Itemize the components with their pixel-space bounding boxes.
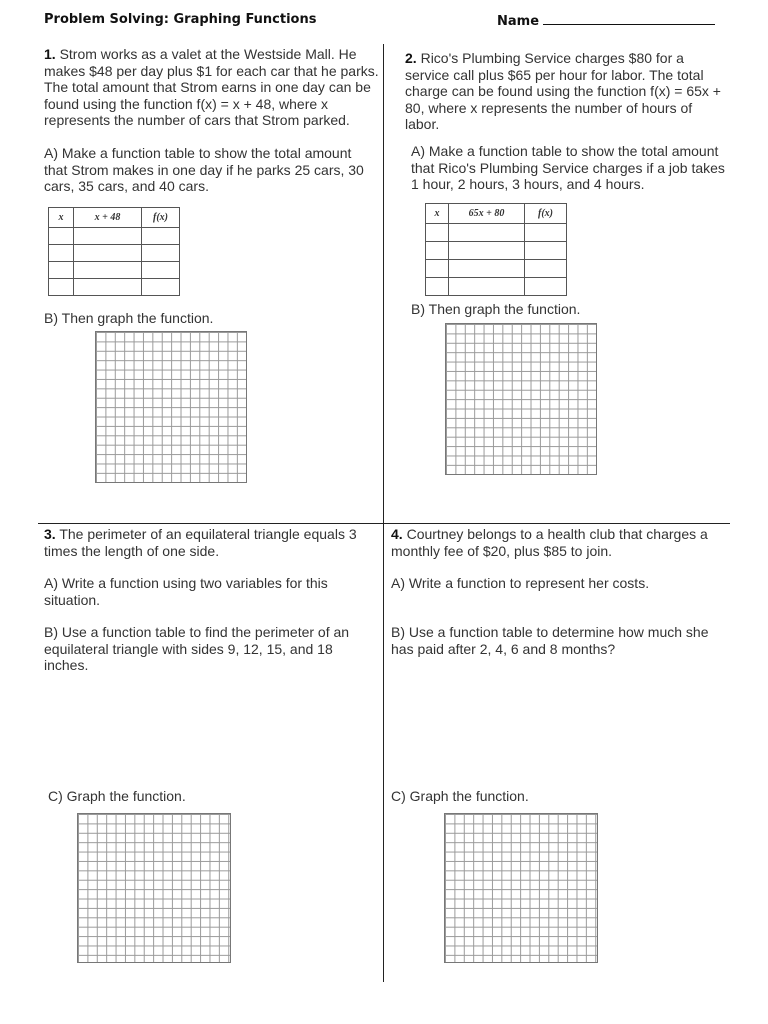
problem-4-part-a: A) Write a function to represent her costs. (391, 575, 650, 591)
problem-3-intro-text: The perimeter of an equilateral triangle equals 3 times the length of one side. (44, 526, 357, 559)
problem-3-part-c: C) Graph the function. (48, 788, 186, 804)
problem-2-function-table[interactable] (425, 203, 567, 296)
problem-3-part-b: B) Use a function table to find the perimeter of an equilateral triangle with sides 9, 12, 15, and 18 inches. (44, 624, 350, 673)
table-cell[interactable] (449, 242, 525, 260)
table-cell[interactable] (525, 242, 567, 260)
table-row[interactable] (426, 242, 567, 260)
name-label: Name (497, 14, 540, 29)
table-row[interactable] (49, 279, 180, 296)
problem-1-intro-text: Strom works as a valet at the Westside Mall. He makes $48 per day plus $1 for each car that he parks. The total amount that Strom earns in one day can be found using the function f(x) = x + 48, where x represents the number of cars that Strom parked. (44, 46, 379, 128)
problem-4-intro-text: Courtney belongs to a health club that charges a monthly fee of $20, plus $85 to join. (391, 526, 708, 559)
table-row[interactable] (426, 224, 567, 242)
table-cell[interactable] (426, 278, 449, 296)
worksheet-title: Problem Solving: Graphing Functions (44, 12, 317, 27)
table-row[interactable] (426, 278, 567, 296)
problem-1-part-a: A) Make a function table to show the total amount that Strom makes in one day if he parks 25 cars, 30 cars, 35 cars, and 40 cars. (44, 145, 364, 194)
table-cell[interactable] (142, 279, 180, 296)
table-header-rule: x + 48 (74, 208, 142, 228)
table-row[interactable] (49, 245, 180, 262)
problem-2-number: 2. (405, 50, 417, 66)
table-cell[interactable] (142, 228, 180, 245)
table-header-row (426, 204, 567, 224)
table-header-row (49, 208, 180, 228)
problem-1-part-b: B) Then graph the function. (44, 310, 214, 326)
table-cell[interactable] (142, 262, 180, 279)
vertical-divider (383, 44, 384, 982)
table-cell[interactable] (49, 245, 74, 262)
table-header-x: x (426, 204, 449, 224)
table-row[interactable] (49, 228, 180, 245)
table-cell[interactable] (426, 260, 449, 278)
table-cell[interactable] (49, 262, 74, 279)
table-cell[interactable] (49, 228, 74, 245)
table-cell[interactable] (525, 278, 567, 296)
table-header-x: x (49, 208, 74, 228)
table-header-rule: 65x + 80 (449, 204, 525, 224)
table-cell[interactable] (74, 262, 142, 279)
problem-2-intro (405, 50, 730, 133)
problem-3-part-a: A) Write a function using two variables for this situation. (44, 575, 328, 608)
name-field (497, 12, 715, 29)
horizontal-divider (38, 523, 730, 524)
table-header-fx: f(x) (142, 208, 180, 228)
table-row[interactable] (49, 262, 180, 279)
problem-2-part-b: B) Then graph the function. (411, 301, 581, 317)
table-cell[interactable] (74, 279, 142, 296)
table-cell[interactable] (426, 224, 449, 242)
problem-4-number: 4. (391, 526, 403, 542)
table-cell[interactable] (525, 224, 567, 242)
table-cell[interactable] (449, 224, 525, 242)
table-cell[interactable] (449, 278, 525, 296)
table-header-fx: f(x) (525, 204, 567, 224)
table-cell[interactable] (49, 279, 74, 296)
problem-1-graph-grid[interactable] (95, 331, 247, 483)
problem-1-number: 1. (44, 46, 56, 62)
table-cell[interactable] (74, 228, 142, 245)
problem-2-intro-text: Rico's Plumbing Service charges $80 for a service call plus $65 per hour for labor. The total charge can be found using the function f(x) = 65x + 80, where x represents the number of hours of labor. (405, 50, 721, 132)
table-cell[interactable] (74, 245, 142, 262)
problem-2-graph-grid[interactable] (445, 323, 597, 475)
problem-4-part-c: C) Graph the function. (391, 788, 529, 804)
problem-1-function-table[interactable] (48, 207, 180, 296)
problem-2-part-a: A) Make a function table to show the total amount that Rico's Plumbing Service charges if a job takes 1 hour, 2 hours, 3 hours, and 4 hours. (411, 143, 725, 192)
problem-4-part-b: B) Use a function table to determine how much she has paid after 2, 4, 6 and 8 months? (391, 624, 709, 657)
table-cell[interactable] (426, 242, 449, 260)
problem-1-intro (44, 46, 380, 129)
name-blank-line[interactable] (543, 12, 715, 25)
problem-3-graph-grid[interactable] (77, 813, 231, 963)
table-row[interactable] (426, 260, 567, 278)
problem-4-graph-grid[interactable] (444, 813, 598, 963)
problem-3-number: 3. (44, 526, 56, 542)
problem-4-intro (391, 526, 721, 559)
problem-3-intro (44, 526, 374, 559)
table-cell[interactable] (142, 245, 180, 262)
table-cell[interactable] (449, 260, 525, 278)
table-cell[interactable] (525, 260, 567, 278)
